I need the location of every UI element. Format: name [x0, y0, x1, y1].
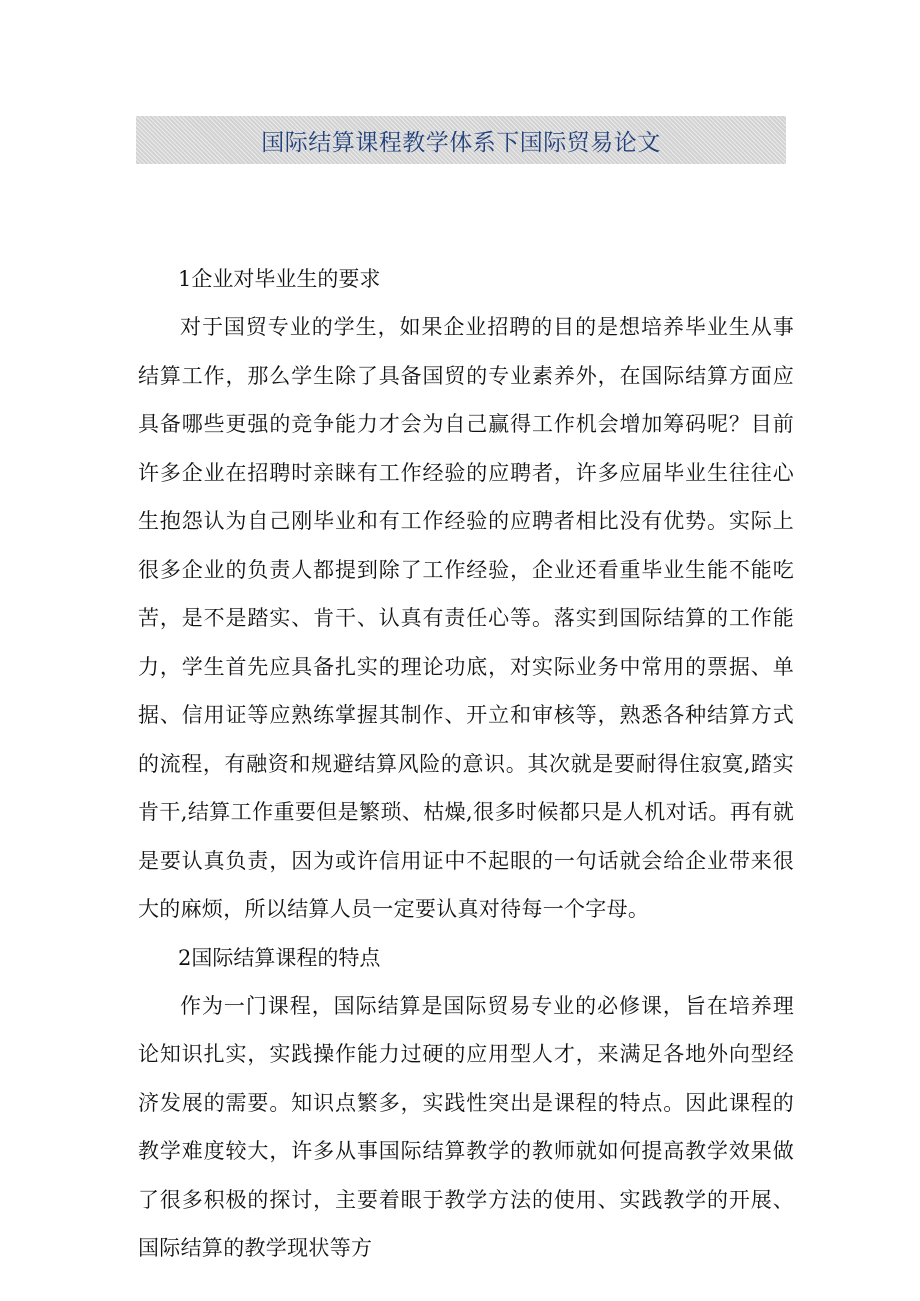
- section-paragraph-2: 作为一门课程，国际结算是国际贸易专业的必修课，旨在培养理论知识扎实，实践操作能力过硬的应用型人才，来满足各地外向型经济发展的需要。知识点繁多，实践性突出是课程的特点。因此课程的教学难度较大，许多从事国际结算教学的教师就如何提高教学效果做了很多积极的探讨，主要着眼于教学方法的使用、实践教学的开展、国际结算的教学现状等方: [138, 993, 794, 1260]
- section-paragraph-1: 对于国贸专业的学生，如果企业招聘的目的是想培养毕业生从事结算工作，那么学生除了具备国贸的专业素养外，在国际结算方面应具备哪些更强的竞争能力才会为自己赢得工作机会增加筹码呢？目前许多企业在招聘时亲睐有工作经验的应聘者，许多应届毕业生往往心生抱怨认为自己刚毕业和有工作经验的应聘者相比没有优势。实际上很多企业的负责人都提到除了工作经验，企业还看重毕业生能不能吃苦，是不是踏实、肯干、认真有责任心等。落实到国际结算的工作能力，学生首先应具备扎实的理论功底，对实际业务中常用的票据、单据、信用证等应熟练掌握其制作、开立和审核等，熟悉各种结算方式的流程，有融资和规避结算风险的意识。其次就是要耐得住寂寞,踏实肯干,结算工作重要但是繁琐、枯燥,很多时候都只是人机对话。再有就是要认真负责，因为或许信用证中不起眼的一句话就会给企业带来很大的麻烦，所以结算人员一定要认真对待每一个字母。: [138, 315, 794, 921]
- section-heading-1: 1企业对毕业生的要求: [178, 267, 381, 291]
- title-banner: [136, 116, 786, 164]
- document-body: [138, 255, 794, 1273]
- document-title: 国际结算课程教学体系下国际贸易论文: [261, 129, 661, 156]
- section-heading-2: 2国际结算课程的特点: [178, 945, 381, 970]
